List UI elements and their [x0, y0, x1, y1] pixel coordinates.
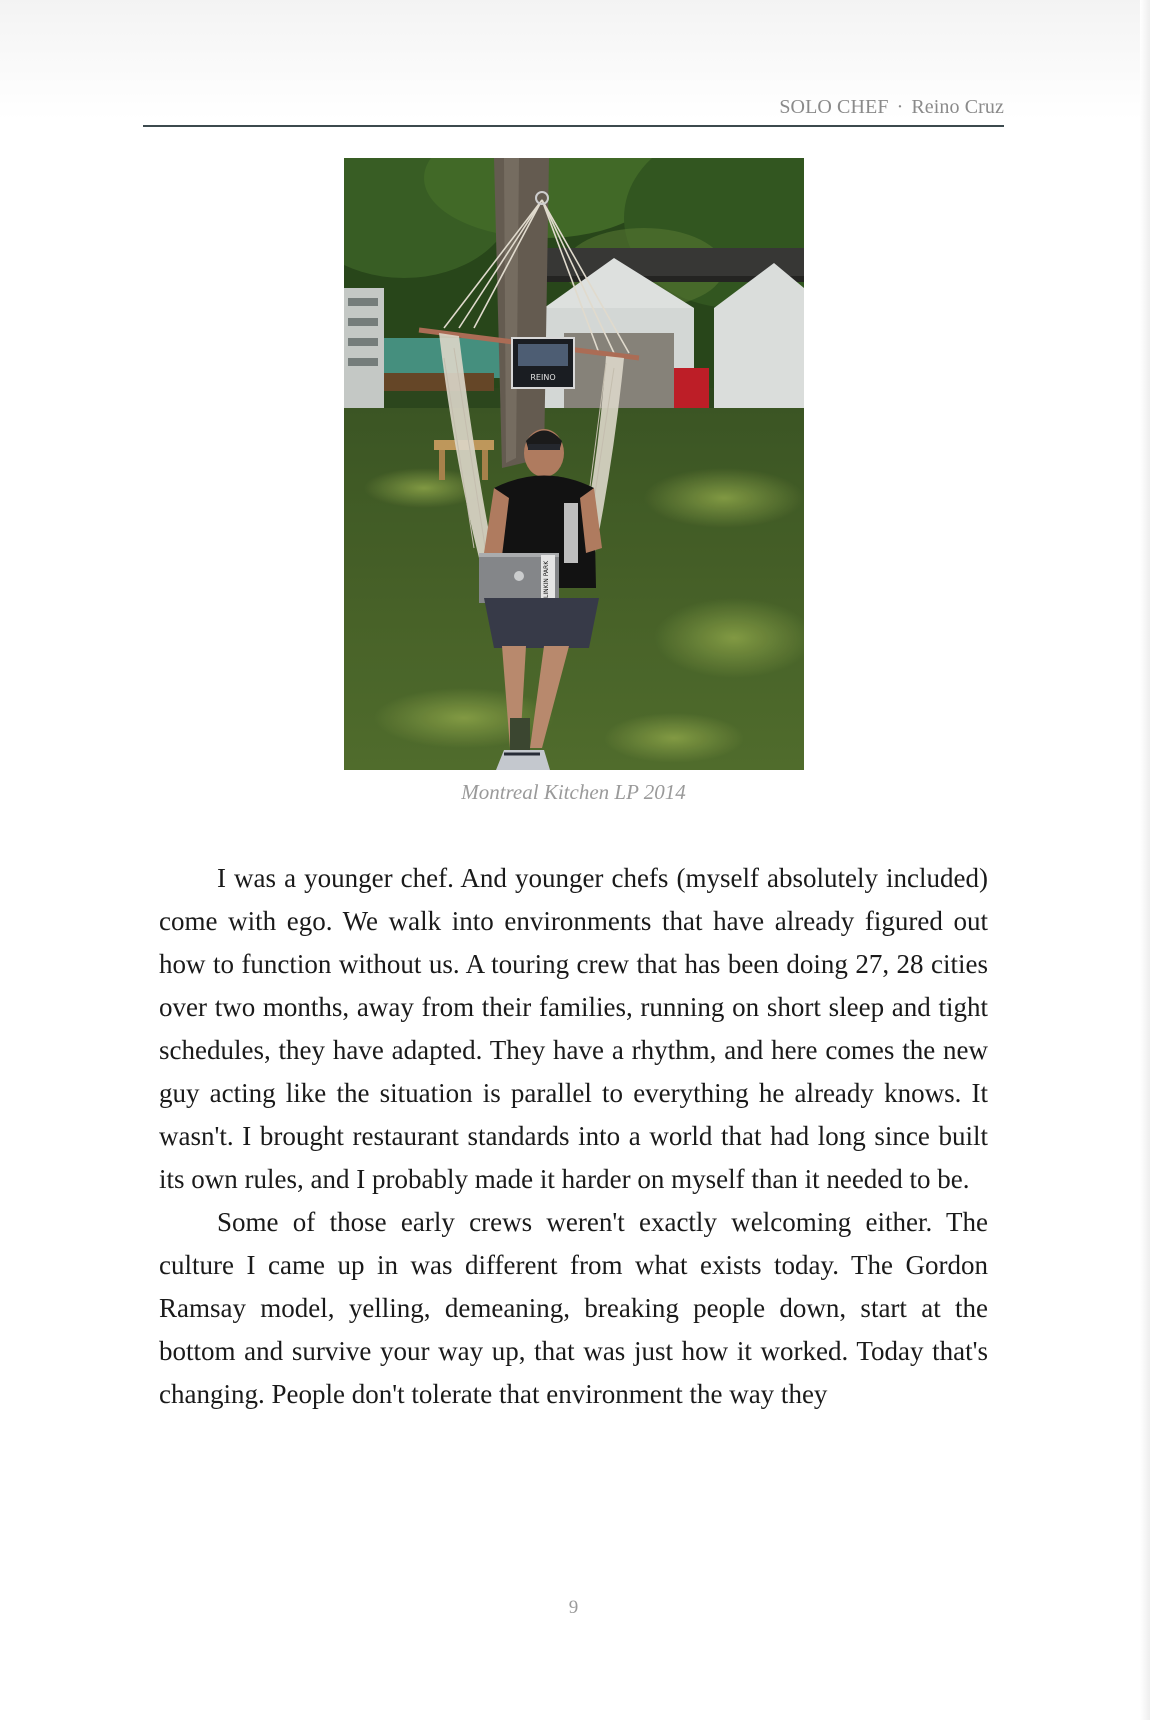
photo-illustration: [344, 158, 804, 770]
header-author: Reino Cruz: [911, 96, 1004, 118]
body-text: [159, 857, 988, 1497]
page-edge-shadow: [1140, 0, 1150, 1720]
header-rule: [143, 125, 1004, 127]
page-number: 9: [568, 1597, 579, 1618]
header-separator: ·: [896, 96, 904, 118]
paragraph: I was a younger chef. And younger chefs (myself absolutely included) come with ego. We walk into environments that have already figured out how to function without us. A touring crew that has been doing 27, 28 cities over two months, away from their families, running on short sleep and tight schedules, they have adapted. They have a rhythm, and here comes the new guy acting like the situation is parallel to everything he already knows. It wasn't. I brought restaurant standards into a world that had long since built its own rules, and I probably made it harder on myself than it needed to be.: [159, 863, 988, 1194]
paragraph: Some of those early crews weren't exactly welcoming either. The culture I came up in was different from what exists today. The Gordon Ramsay model, yelling, demeaning, breaking people down, start at the bottom and survive your way up, that was just how it worked. Today that's changing. People don't tolerate that environment the way they: [159, 1207, 988, 1409]
running-header: [143, 96, 1004, 119]
figure-caption: Montreal Kitchen LP 2014: [461, 780, 686, 804]
header-book-title: SOLO CHEF: [779, 96, 889, 118]
hanging-sign-text: REINO: [530, 373, 556, 382]
figure-photo: [344, 158, 804, 770]
laptop-sticker-text: LINKIN PARK: [543, 560, 550, 598]
